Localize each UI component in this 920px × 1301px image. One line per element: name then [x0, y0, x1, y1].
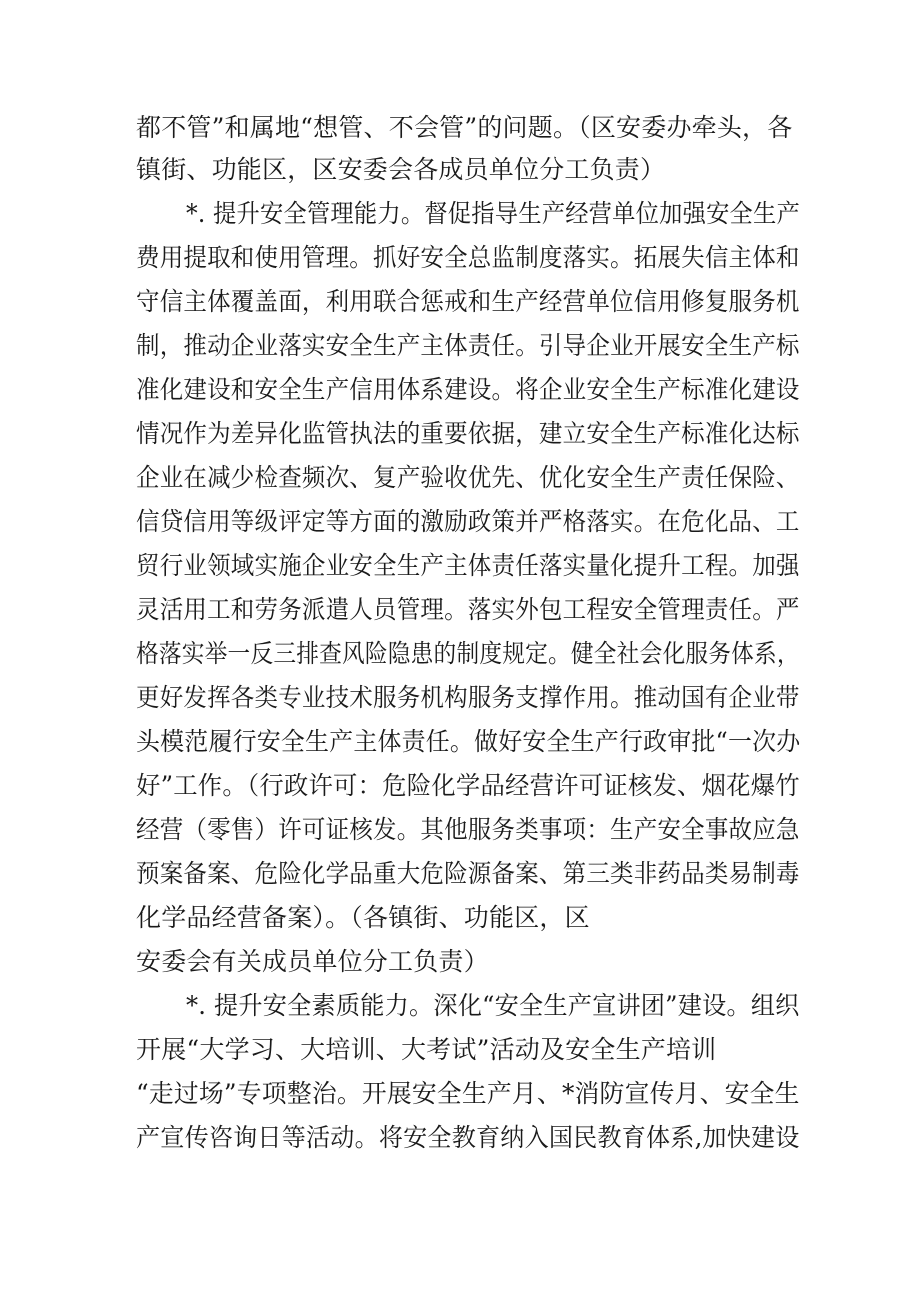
text-line: 守信主体覆盖面，利用联合惩戒和生产经营单位信用修复服务机 [136, 287, 800, 316]
text-line: 贸行业领域实施企业安全生产主体责任落实量化提升工程。加强 [136, 551, 800, 580]
paragraph-start-line: *. 提升安全素质能力。深化“安全生产宣讲团”建设。组织 [186, 991, 800, 1020]
text-line: 经营（零售）许可证核发。其他服务类事项：生产安全事故应急 [136, 815, 800, 844]
text-line: 安委会有关成员单位分工负责） [136, 947, 489, 976]
paragraph-start-line: *. 提升安全管理能力。督促指导生产经营单位加强安全生产 [186, 199, 800, 228]
text-line: 费用提取和使用管理。抓好安全总监制度落实。拓展失信主体和 [136, 243, 800, 272]
text-line: 情况作为差异化监管执法的重要依据，建立安全生产标准化达标 [136, 419, 800, 448]
text-line: 信贷信用等级评定等方面的激励政策并严格落实。在危化品、工 [136, 507, 800, 536]
text-line: 制，推动企业落实安全生产主体责任。引导企业开展安全生产标 [136, 331, 800, 360]
text-line: 都不管”和属地“想管、不会管”的问题。（区安委办牵头，各 [136, 113, 793, 142]
text-line: 开展“大学习、大培训、大考试”活动及安全生产培训 [136, 1035, 717, 1064]
text-line: 企业在减少检查频次、复产验收优先、优化安全生产责任保险、 [136, 463, 800, 492]
text-line: “走过场”专项整治。开展安全生产月、*消防宣传月、安全生 [136, 1079, 800, 1108]
text-line: 预案备案、危险化学品重大危险源备案、第三类非药品类易制毒 [136, 859, 800, 888]
text-line: 更好发挥各类专业技术服务机构服务支撑作用。推动国有企业带 [136, 683, 800, 712]
text-line: 产宣传咨询日等活动。将安全教育纳入国民教育体系,加快建设 [136, 1123, 800, 1152]
text-line: 好”工作。（行政许可：危险化学品经营许可证核发、烟花爆竹 [136, 771, 800, 800]
text-line: 格落实举一反三排查风险隐患的制度规定。健全社会化服务体系， [136, 639, 800, 668]
text-line: 准化建设和安全生产信用体系建设。将企业安全生产标准化建设 [136, 375, 800, 404]
text-line: 灵活用工和劳务派遣人员管理。落实外包工程安全管理责任。严 [136, 595, 800, 624]
text-line: 镇街、功能区，区安委会各成员单位分工负责） [136, 155, 666, 184]
text-line: 头模范履行安全生产主体责任。做好安全生产行政审批“一次办 [136, 727, 801, 756]
text-line: 化学品经营备案）。（各镇街、功能区，区 [136, 903, 590, 932]
